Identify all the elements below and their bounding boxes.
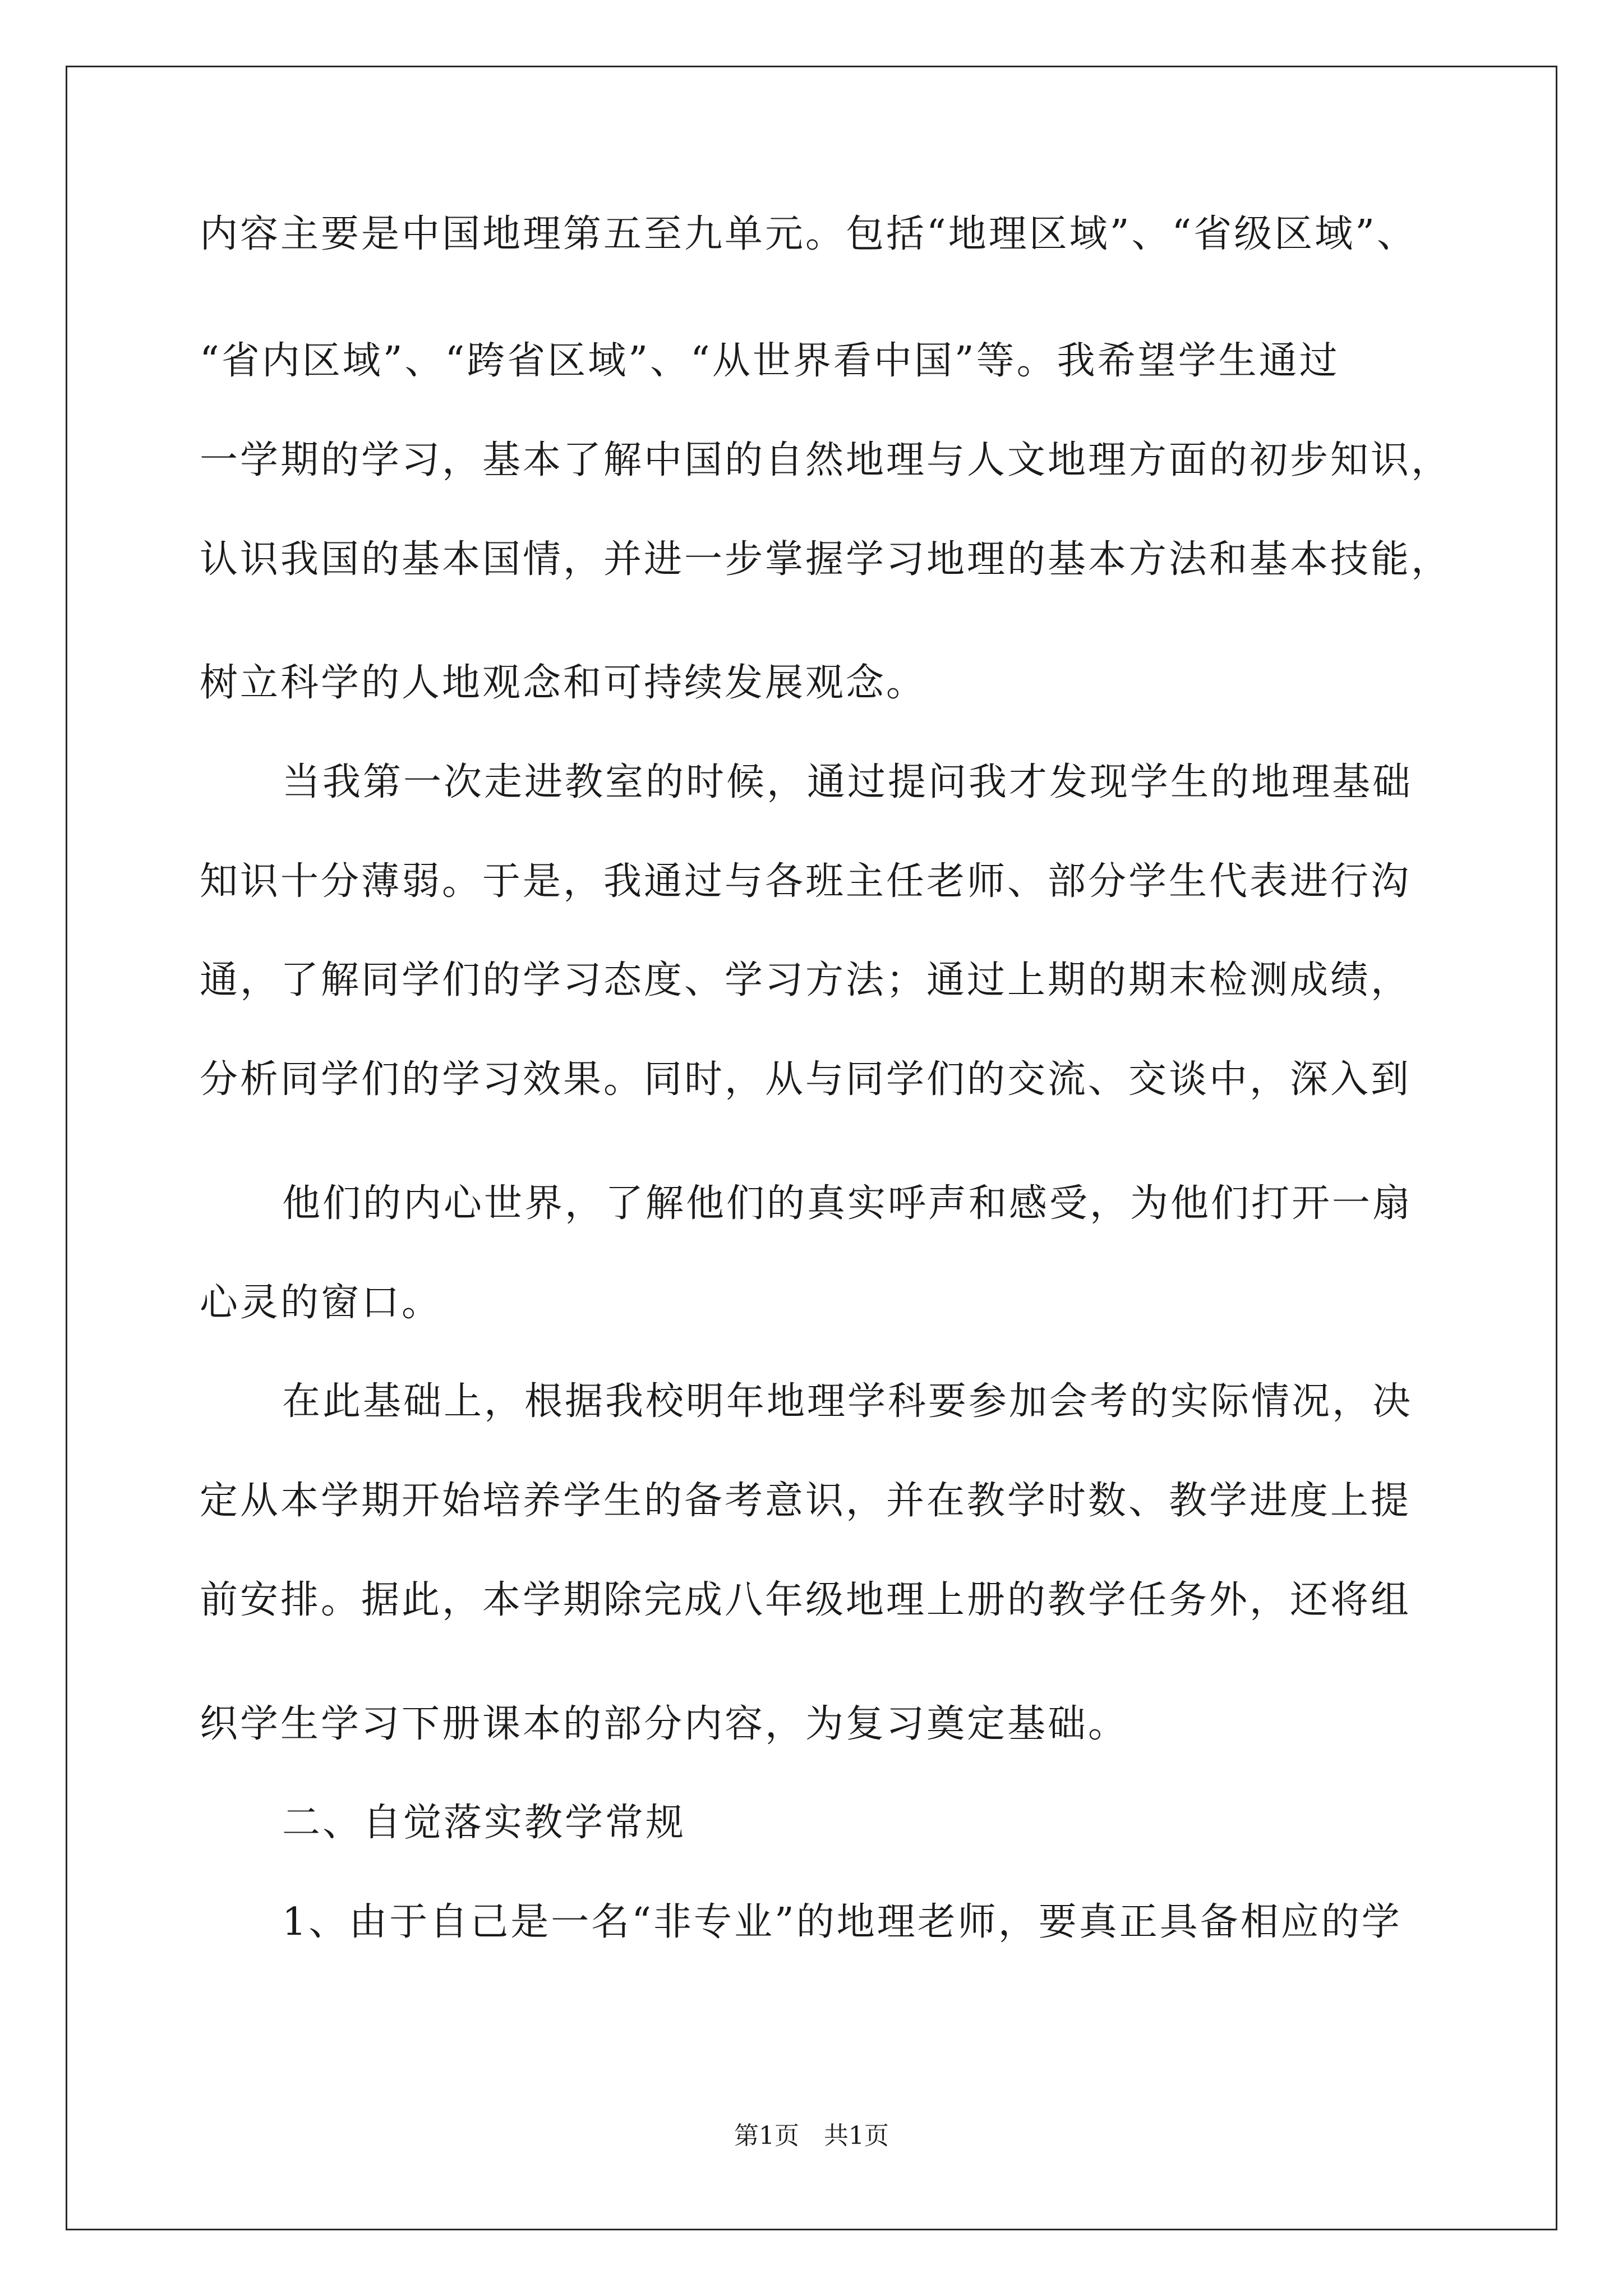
text-line: 心灵的窗口。 — [200, 1281, 442, 1325]
section-heading: 二、自觉落实教学常规 — [282, 1801, 686, 1845]
text-line: 当我第一次走进教室的时候，通过提问我才发现学生的地理基础 — [282, 760, 1413, 804]
text-line: 知识十分薄弱。于是，我通过与各班主任老师、部分学生代表进行沟 — [200, 859, 1412, 904]
text-line: 一学期的学习，基本了解中国的自然地理与人文地理方面的初步知识， — [200, 438, 1452, 482]
text-line: 认识我国的基本国情，并进一步掌握学习地理的基本方法和基本技能， — [200, 537, 1452, 582]
text-line: 内容主要是中国地理第五至九单元。包括“地理区域”、“省级区域”、 — [200, 212, 1418, 256]
page-footer: 第1页 共1页 — [734, 2122, 889, 2150]
text-line: 定从本学期开始培养学生的备考意识，并在教学时数、教学进度上提 — [200, 1479, 1412, 1523]
text-line: 通，了解同学们的学习态度、学习方法；通过上期的期末检测成绩， — [200, 958, 1412, 1002]
text-line: 前安排。据此，本学期除完成八年级地理上册的教学任务外，还将组 — [200, 1578, 1412, 1622]
text-line: 1、由于自己是一名“非专业”的地理老师，要真正具备相应的学 — [282, 1900, 1402, 1944]
text-line: 分析同学们的学习效果。同时，从与同学们的交流、交谈中，深入到 — [200, 1057, 1412, 1102]
text-line: 他们的内心世界，了解他们的真实呼声和感受，为他们打开一扇 — [282, 1181, 1413, 1226]
text-line: 在此基础上，根据我校明年地理学科要参加会考的实际情况，决 — [282, 1379, 1413, 1424]
text-line: 树立科学的人地观念和可持续发展观念。 — [200, 661, 927, 705]
text-line: 织学生学习下册课本的部分内容，为复习奠定基础。 — [200, 1702, 1129, 1746]
text-line: “省内区域”、“跨省区域”、“从世界看中国”等。我希望学生通过 — [200, 339, 1340, 383]
